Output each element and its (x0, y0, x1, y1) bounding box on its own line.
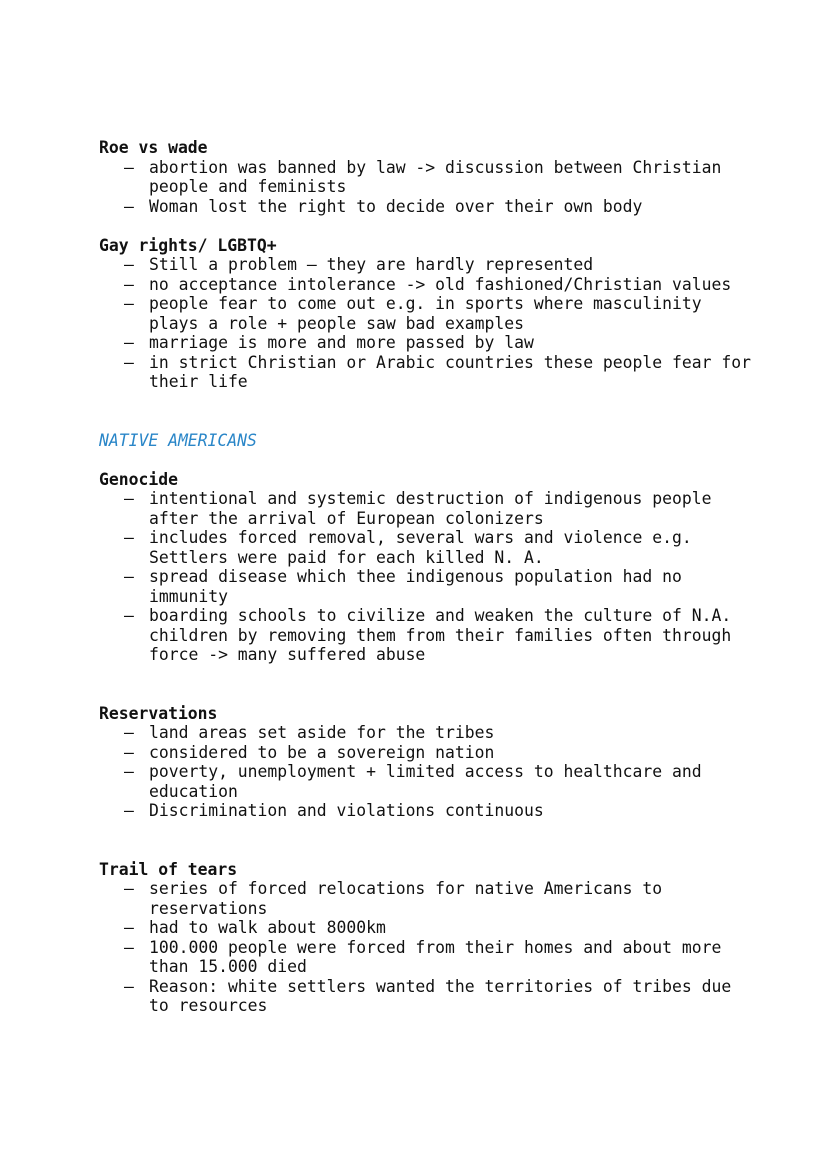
list-item: – marriage is more and more passed by law (99, 333, 759, 353)
bullet-list-genocide (99, 489, 759, 665)
bullet-list-trail-of-tears (99, 879, 759, 1016)
list-item: – land areas set aside for the tribes (99, 723, 759, 743)
list-item: – series of forced relocations for native Americans to reservations (99, 879, 759, 918)
list-item: – spread disease which thee indigenous population had no immunity (99, 567, 759, 606)
list-item: – Reason: white settlers wanted the territories of tribes due to resources (99, 977, 759, 1016)
list-item: – no acceptance intolerance -> old fashioned/Christian values (99, 275, 759, 295)
list-item: – Woman lost the right to decide over their own body (99, 197, 759, 217)
list-item: – considered to be a sovereign nation (99, 743, 759, 763)
list-item: – Discrimination and violations continuous (99, 801, 759, 821)
bullet-list-roe (99, 158, 759, 217)
heading-gay-rights: Gay rights/ LGBTQ+ (99, 235, 277, 255)
heading-reservations: Reservations (99, 703, 218, 723)
list-item: – people fear to come out e.g. in sports where masculinity plays a role + people saw bad examples (99, 294, 759, 333)
heading-genocide: Genocide (99, 469, 178, 489)
section-title-native-americans: NATIVE AMERICANS (99, 430, 257, 450)
bullet-list-reservations (99, 723, 759, 821)
list-item: – abortion was banned by law -> discussion between Christian people and feminists (99, 158, 759, 197)
list-item: – intentional and systemic destruction of indigenous people after the arrival of European colonizers (99, 489, 759, 528)
list-item: – poverty, unemployment + limited access to healthcare and education (99, 762, 759, 801)
list-item: – includes forced removal, several wars and violence e.g. Settlers were paid for each killed N. A. (99, 528, 759, 567)
list-item: – boarding schools to civilize and weaken the culture of N.A. children by removing them from their families often through force -> many suffered abuse (99, 606, 759, 665)
list-item: – had to walk about 8000km (99, 918, 759, 938)
list-item: – in strict Christian or Arabic countries these people fear for their life (99, 353, 759, 392)
heading-roe-vs-wade: Roe vs wade (99, 138, 208, 157)
document-content (99, 138, 759, 1016)
list-item: – 100.000 people were forced from their homes and about more than 15.000 died (99, 938, 759, 977)
list-item: – Still a problem – they are hardly represented (99, 255, 759, 275)
bullet-list-gay-rights (99, 255, 759, 392)
heading-trail-of-tears: Trail of tears (99, 859, 238, 879)
